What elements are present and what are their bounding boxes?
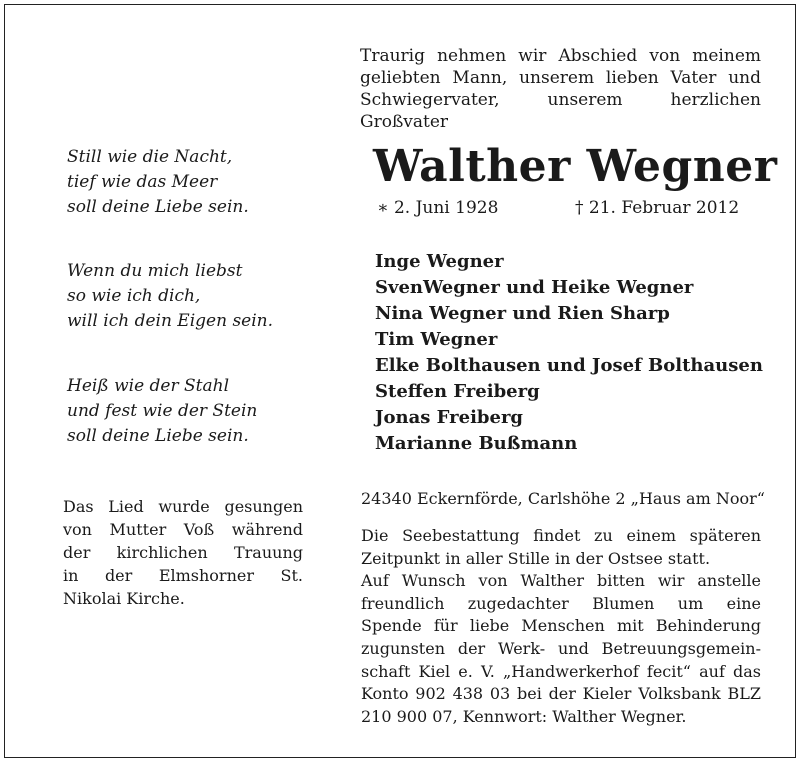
- mourners-list: [375, 249, 775, 457]
- funeral-line: Spende für liebe Menschen mit Behinderung: [361, 616, 761, 636]
- funeral-line: 210 900 07, Kennwort: Walther Wegner.: [361, 706, 687, 726]
- intro-text: [360, 45, 761, 133]
- funeral-line: Die Seebestattung findet zu einem späteren: [361, 526, 761, 545]
- poem-stanza-2: [67, 259, 327, 334]
- poem-line: will ich dein Eigen sein.: [67, 311, 274, 331]
- poem-line: Still wie die Nacht,: [67, 147, 233, 167]
- mourner-name: Steffen Freiberg: [375, 381, 540, 402]
- mourner-name: Inge Wegner: [375, 251, 504, 272]
- death-date: † 21. Februar 2012: [575, 198, 740, 218]
- poem-line: Heiß wie der Stahl: [67, 376, 230, 396]
- mourner-name: Elke Bolthausen und Josef Bolthausen: [375, 355, 763, 376]
- deceased-name: Walther Wegner: [373, 141, 778, 192]
- note-line: Nikolai Kirche.: [63, 589, 185, 608]
- intro-line: geliebten Mann, unserem lieben Vater und: [360, 68, 761, 88]
- mourner-name: Marianne Bußmann: [375, 433, 578, 454]
- mourner-name: Jonas Freiberg: [375, 407, 524, 428]
- funeral-line: schaft Kiel e. V. „Handwerkerhof fecit“ auf das: [361, 661, 761, 681]
- intro-line: Schwiegervater, unserem herzlichen Großvater: [360, 90, 761, 132]
- funeral-line: freundlich zugedachter Blumen um eine: [361, 593, 761, 613]
- mourner-name: Tim Wegner: [375, 329, 498, 350]
- funeral-line: Zeitpunkt in aller Stille in der Ostsee statt.: [361, 548, 711, 568]
- poem-line: soll deine Liebe sein.: [67, 426, 249, 446]
- funeral-line: Auf Wunsch von Walther bitten wir anstelle: [361, 571, 761, 591]
- poem-line: soll deine Liebe sein.: [67, 197, 249, 217]
- note-line: von Mutter Voß während: [63, 520, 303, 539]
- note-line: der kirchlichen Trauung: [63, 543, 303, 562]
- poem-stanza-3: [67, 374, 327, 449]
- funeral-line: zugunsten der Werk- und Betreuungsgemein-: [361, 638, 761, 658]
- mourner-name: Nina Wegner und Rien Sharp: [375, 303, 670, 324]
- poem-stanza-1: [67, 145, 327, 220]
- funeral-info: [361, 525, 761, 728]
- birth-date: ∗ 2. Juni 1928: [377, 198, 499, 218]
- note-line: Das Lied wurde gesungen: [63, 497, 303, 516]
- mourner-name: SvenWegner und Heike Wegner: [375, 277, 694, 298]
- song-note: [63, 495, 303, 610]
- intro-line: Traurig nehmen wir Abschied von meinem: [360, 46, 761, 66]
- poem-line: Wenn du mich liebst: [67, 261, 243, 281]
- poem-line: tief wie das Meer: [67, 172, 218, 192]
- obituary-notice: [4, 4, 796, 758]
- funeral-line: Konto 902 438 03 bei der Kieler Volksbank BLZ: [361, 684, 761, 704]
- note-line: in der Elmshorner St.: [63, 566, 303, 585]
- poem-line: so wie ich dich,: [67, 286, 201, 306]
- address: 24340 Eckernförde, Carlshöhe 2 „Haus am Noor“: [361, 489, 765, 508]
- poem-line: und fest wie der Stein: [67, 401, 258, 421]
